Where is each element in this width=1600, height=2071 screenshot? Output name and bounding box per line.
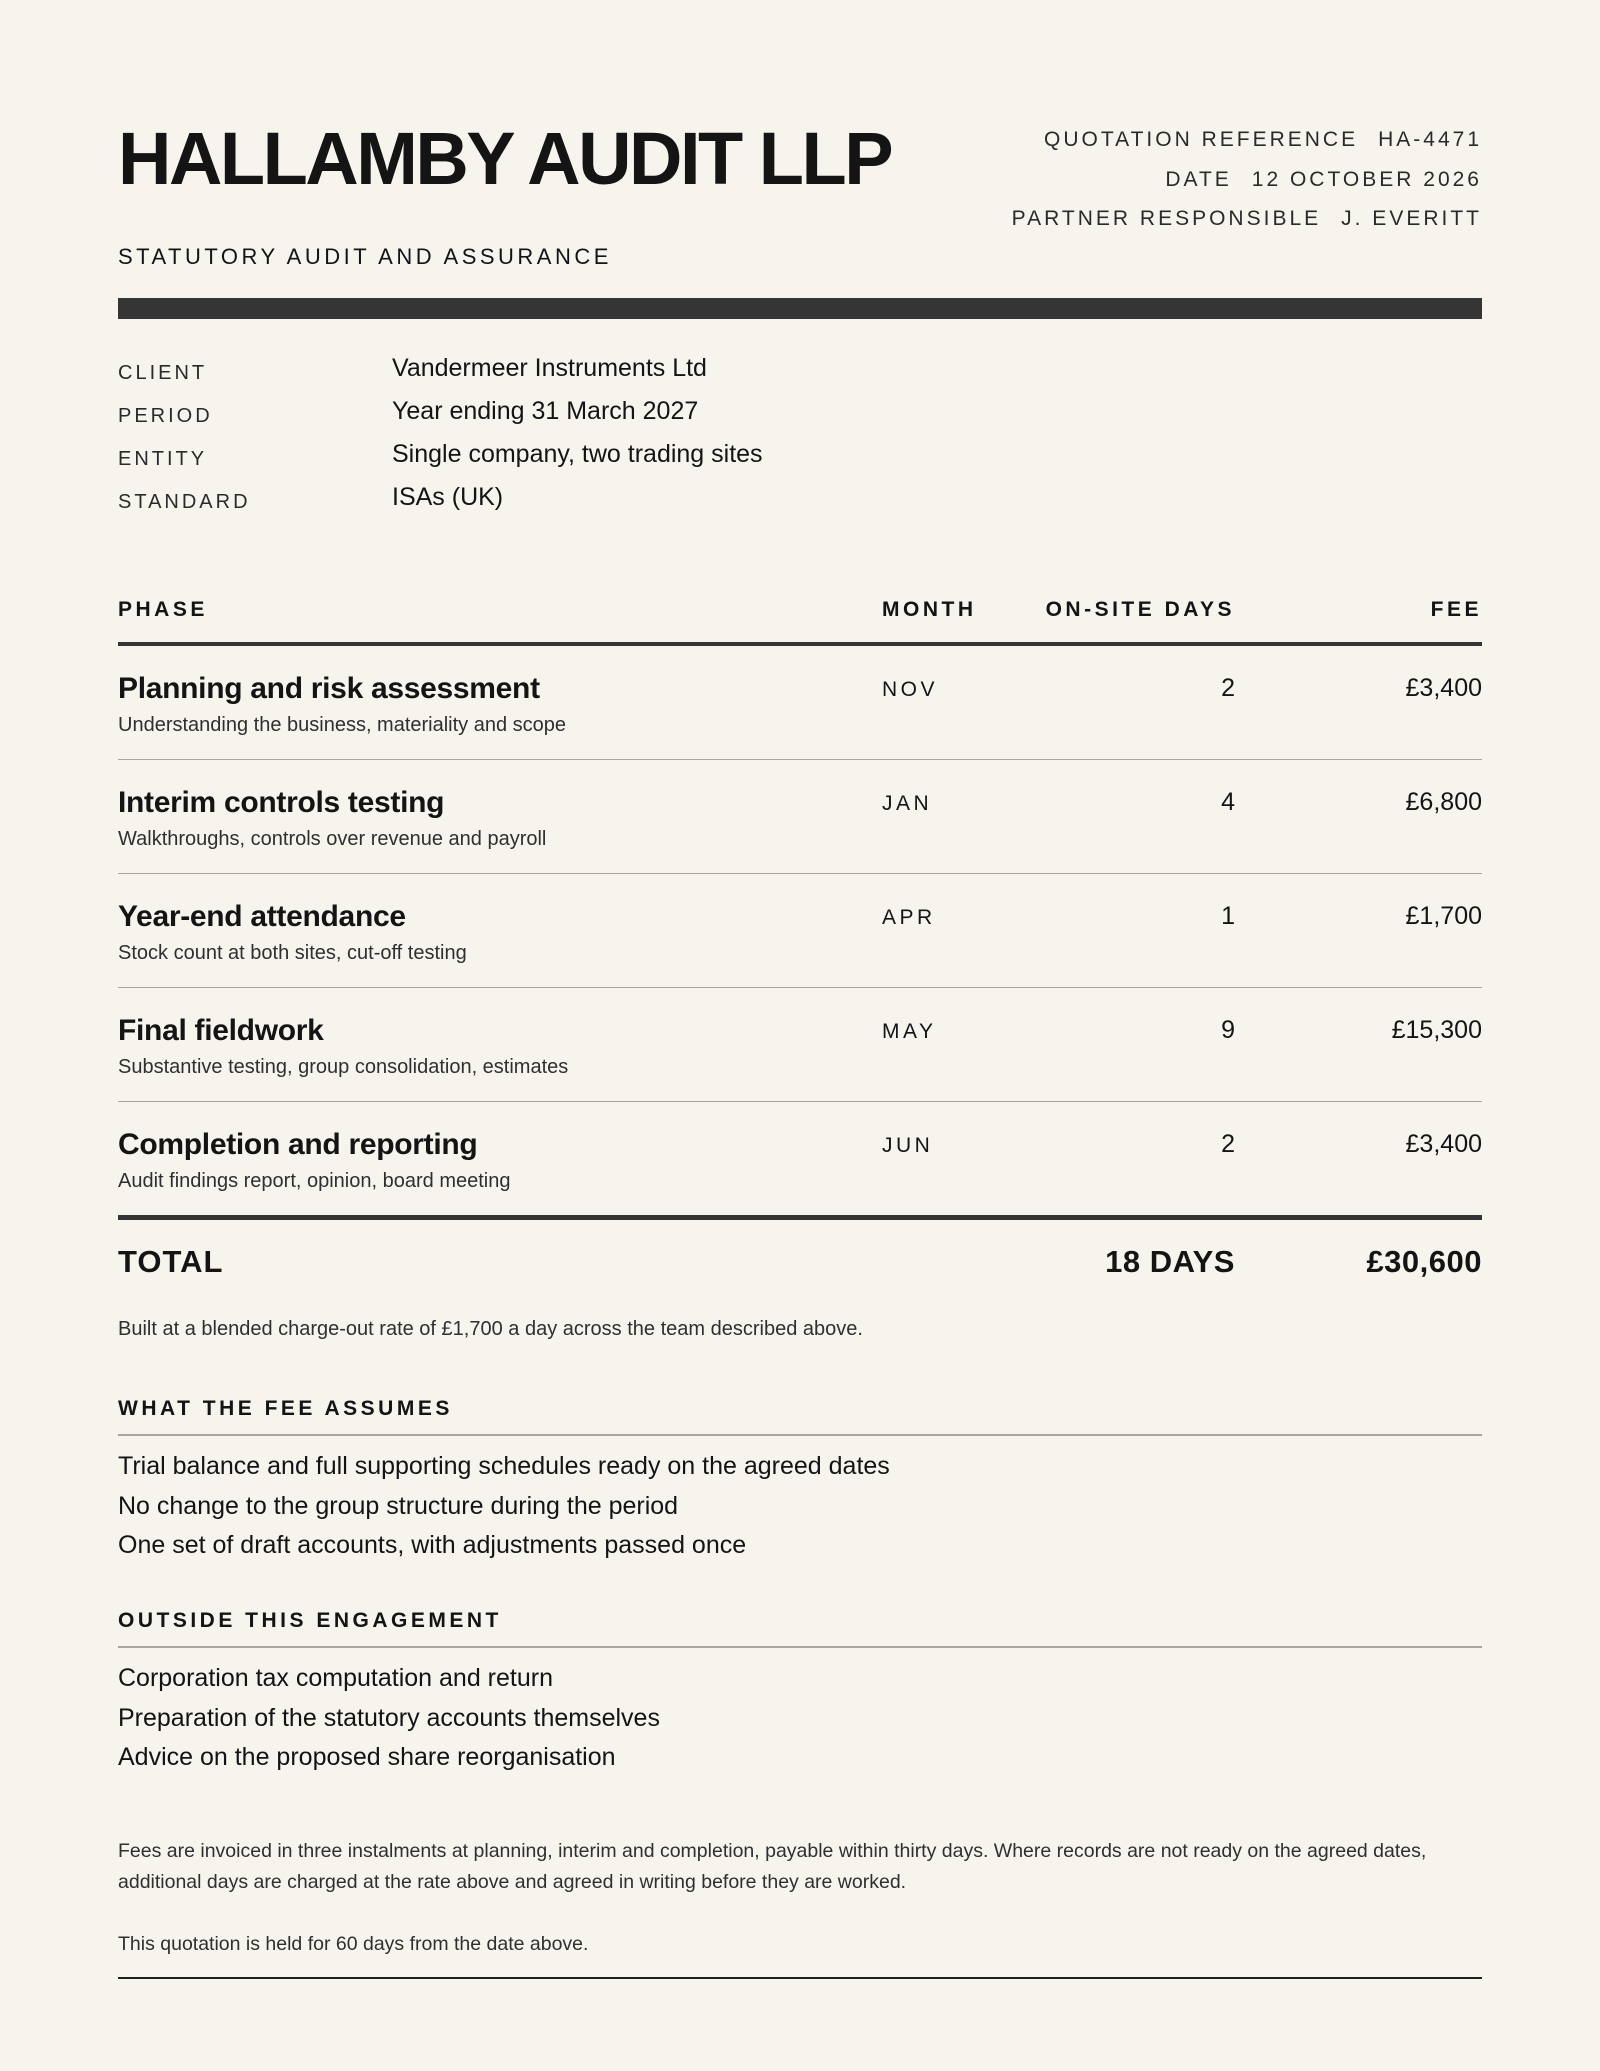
detail-value: Vandermeer Instruments Ltd xyxy=(392,354,707,382)
phase-month: JAN xyxy=(882,792,933,815)
table-row xyxy=(118,874,1482,988)
assumptions-divider xyxy=(118,1434,1482,1436)
column-header-days: ON-SITE DAYS xyxy=(1045,598,1235,621)
table-row xyxy=(118,760,1482,874)
total-fee: £30,600 xyxy=(1366,1244,1482,1279)
table-row xyxy=(118,988,1482,1102)
client-details xyxy=(118,354,1482,526)
column-header-phase: PHASE xyxy=(118,598,208,621)
table-header xyxy=(118,594,1482,646)
meta-partner xyxy=(1012,207,1482,247)
list-item: Advice on the proposed share reorganisation xyxy=(118,1743,616,1771)
firm-name: HALLAMBY AUDIT LLP xyxy=(118,117,892,200)
list-item: One set of draft accounts, with adjustments passed once xyxy=(118,1531,747,1559)
phase-days: 4 xyxy=(1221,788,1235,816)
exclusions-divider xyxy=(118,1646,1482,1648)
phase-days: 9 xyxy=(1221,1016,1235,1044)
detail-value: ISAs (UK) xyxy=(392,483,504,511)
meta-label: PARTNER RESPONSIBLE xyxy=(1011,207,1322,230)
total-label: TOTAL xyxy=(118,1244,224,1279)
meta-value: HA-4471 xyxy=(1378,128,1482,151)
detail-label: CLIENT xyxy=(118,362,208,384)
meta-value: J. EVERITT xyxy=(1341,207,1482,230)
total-days: 18 DAYS xyxy=(1105,1244,1235,1279)
table-body xyxy=(118,646,1482,1215)
phase-title: Completion and reporting xyxy=(118,1128,478,1161)
phase-fee: £3,400 xyxy=(1405,674,1482,702)
assumptions-list xyxy=(118,1447,890,1566)
meta-label: QUOTATION REFERENCE xyxy=(1044,128,1359,151)
list-item: No change to the group structure during the period xyxy=(118,1491,679,1520)
table-total-row xyxy=(118,1215,1482,1306)
phase-title: Year-end attendance xyxy=(118,900,406,933)
phase-fee: £1,700 xyxy=(1405,902,1482,930)
quotation-validity: This quotation is held for 60 days from the date above. xyxy=(118,1933,589,1955)
detail-value: Single company, two trading sites xyxy=(392,440,763,468)
phase-month: JUN xyxy=(882,1134,934,1157)
phase-days: 2 xyxy=(1221,1130,1235,1158)
header-divider xyxy=(118,298,1482,319)
firm-tagline: STATUTORY AUDIT AND ASSURANCE xyxy=(118,244,612,269)
detail-entity xyxy=(118,440,1482,483)
phase-days: 1 xyxy=(1221,902,1235,930)
phase-title: Interim controls testing xyxy=(118,786,445,819)
payment-terms: Fees are invoiced in three instalments at planning, interim and completion, payable within thirty days. Where records are not ready on the agreed dates, additional days are charged at the rate above and agreed in writing before they are worked. xyxy=(118,1840,1427,1893)
exclusions-heading: OUTSIDE THIS ENGAGEMENT xyxy=(118,1609,502,1632)
phase-description: Substantive testing, group consolidation, estimates xyxy=(118,1056,569,1078)
list-item: Preparation of the statutory accounts themselves xyxy=(118,1703,660,1732)
rate-note: Built at a blended charge-out rate of £1,700 a day across the team described above. xyxy=(118,1318,863,1340)
detail-label: STANDARD xyxy=(118,491,251,513)
assumptions-heading: WHAT THE FEE ASSUMES xyxy=(118,1397,453,1420)
list-item: Corporation tax computation and return xyxy=(118,1664,553,1692)
meta-reference xyxy=(1012,128,1482,168)
phase-fee: £6,800 xyxy=(1405,788,1482,816)
phase-description: Stock count at both sites, cut-off testing xyxy=(118,942,467,964)
phase-description: Understanding the business, materiality and scope xyxy=(118,714,567,736)
phase-fee: £15,300 xyxy=(1391,1016,1482,1044)
meta-label: DATE xyxy=(1165,167,1232,191)
quotation-meta xyxy=(1012,128,1482,247)
detail-client xyxy=(118,354,1482,397)
phase-month: MAY xyxy=(882,1020,937,1043)
phase-description: Walkthroughs, controls over revenue and payroll xyxy=(118,828,547,850)
column-header-fee: FEE xyxy=(1430,598,1482,621)
phase-title: Final fieldwork xyxy=(118,1014,324,1047)
detail-label: ENTITY xyxy=(118,448,208,470)
phase-days: 2 xyxy=(1221,674,1235,702)
detail-label: PERIOD xyxy=(118,405,213,427)
phase-month: NOV xyxy=(882,678,939,701)
fee-table xyxy=(118,594,1482,1306)
phase-month: APR xyxy=(882,906,936,929)
table-row xyxy=(118,646,1482,760)
list-item: Trial balance and full supporting schedules ready on the agreed dates xyxy=(118,1452,890,1480)
phase-title: Planning and risk assessment xyxy=(118,672,540,705)
footer-divider xyxy=(118,1977,1482,1979)
phase-description: Audit findings report, opinion, board meeting xyxy=(118,1170,511,1192)
detail-period xyxy=(118,397,1482,440)
column-header-month: MONTH xyxy=(882,598,977,621)
detail-value: Year ending 31 March 2027 xyxy=(392,397,699,425)
table-row xyxy=(118,1102,1482,1215)
meta-date xyxy=(1012,168,1482,208)
phase-fee: £3,400 xyxy=(1405,1130,1482,1158)
exclusions-list xyxy=(118,1659,660,1778)
detail-standard xyxy=(118,483,1482,526)
meta-value: 12 OCTOBER 2026 xyxy=(1251,167,1482,191)
